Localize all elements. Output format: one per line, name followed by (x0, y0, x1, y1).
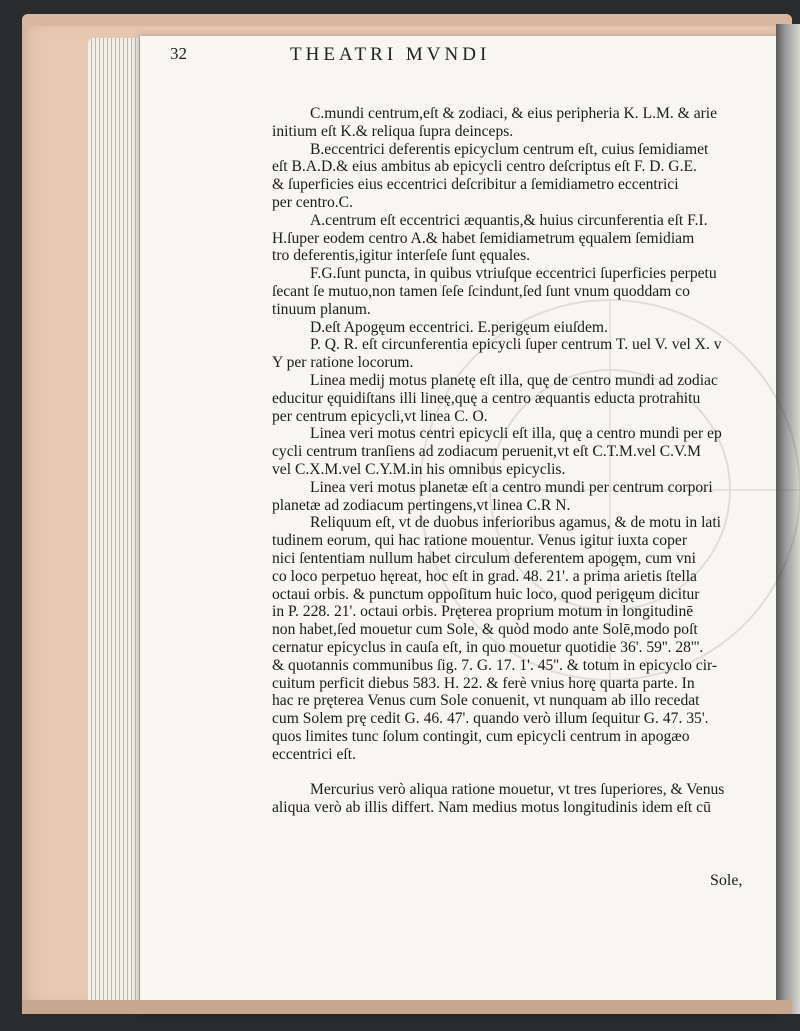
body-text (272, 105, 782, 817)
text-line: tudinem eorum, qui hac ratione mouentur. Venus igitur iuxta coper (272, 532, 688, 550)
text-line: tro deferentis,igitur interſeſe ſunt ęquales. (272, 247, 531, 265)
text-line: & ſuperficies eius eccentrici deſcribitur a ſemidiametro eccentrici (272, 176, 679, 194)
text-line: P. Q. R. eſt circunferentia epicycli ſuper centrum T. uel V. vel X. v (310, 336, 722, 354)
text-line: H.ſuper eodem centro A.& habet ſemidiametrum ęqualem ſemidiam (272, 229, 695, 247)
page-stack-edges (88, 38, 148, 1014)
text-line: initium eſt K.& reliqua ſupra deinceps. (272, 122, 514, 140)
text-line: cernatur epicyclus in cauſa eſt, in quo mouetur quotidie 36'. 59''. 28'''. (272, 638, 704, 656)
text-line: eccentrici eſt. (272, 745, 356, 763)
text-line: per centrum epicycli,vt linea C. O. (272, 407, 488, 425)
page-header (170, 44, 770, 70)
text-line: nici ſententiam nullum habet circulum deferentem apogęm, cum vni (272, 549, 696, 567)
text-line: B.eccentrici deferentis epicyclum centrum eſt, cuius ſemidiamet (310, 140, 709, 158)
text-line: cum Solem prę cedit G. 46. 47'. quando verò illum ſequitur G. 47. 35'. (272, 710, 709, 728)
folio-number: 32 (170, 44, 187, 63)
text-line (272, 763, 782, 781)
text-line: ſecant ſe mutuo,non tamen ſeſe ſcindunt,ſed ſunt vnum quoddam co (272, 282, 690, 300)
text-line: planetæ ad zodiacum pertingens,vt linea C.R N. (272, 496, 571, 514)
text-line: Linea medij motus planetę eſt illa, quę de centro mundi ad zodiac (310, 371, 718, 389)
text-line: eſt B.A.D.& eius ambitus ab epicycli centro deſcriptus eſt F. D. G.E. (272, 158, 697, 176)
text-line: Linea veri motus centri epicycli eſt illa, quę a centro mundi per ep (310, 425, 722, 443)
text-line: C.mundi centrum,eſt & zodiaci, & eius peripheria K. L.M. & arie (310, 105, 718, 122)
text-line: A.centrum eſt eccentrici æquantis,& huius circunferentia eſt F.I. (310, 211, 708, 229)
text-line: vel C.X.M.vel C.Y.M.in his omnibus epicyclis. (272, 460, 566, 478)
text-line: cycli centrum tranſiens ad zodiacum peruenit,vt eſt C.T.M.vel C.V.M (272, 443, 702, 461)
text-line: in P. 228. 21'. octaui orbis. Pręterea proprium motum in longitudinē (272, 603, 694, 621)
text-line: per centro.C. (272, 193, 353, 211)
text-line: Reliquum eſt, vt de duobus inferioribus agamus, & de motu in lati (310, 514, 722, 532)
text-line: Linea veri motus planetæ eſt a centro mundi per centrum corpori (310, 478, 713, 496)
text-line: cuitum perficit diebus 583. H. 22. & ferè vnius horę quarta parte. In (272, 674, 695, 692)
text-line: & quotannis communibus ſig. 7. G. 17. 1'. 45''. & totum in epicyclo cir- (272, 656, 718, 674)
text-line: Mercurius verò aliqua ratione mouetur, vt tres ſuperiores, & Venus (310, 781, 725, 799)
text-line: quos limites tunc ſolum contingit, cum epicycli centrum in apogæo (272, 727, 690, 745)
text-line: aliqua verò ab illis differt. Nam medius motus longitudinis idem eſt cū (272, 799, 711, 817)
book-cover-bottom-edge (22, 1000, 792, 1014)
book-cover-top-edge (22, 14, 792, 26)
text-line: co loco perpetuo hęreat, hoc eſt in grad. 48. 21'. a prima arietis ſtella (272, 567, 697, 585)
text-line: tinuum planum. (272, 300, 371, 318)
text-line: non habet,ſed mouetur cum Sole, & quòd modo ante Solē,modo poſt (272, 621, 698, 639)
text-line: Y per ratione locorum. (272, 354, 414, 372)
text-line: octaui orbis. & punctum oppoſitum huic loco, quod perigęum dicitur (272, 585, 700, 603)
catchword: Sole, (710, 872, 743, 889)
running-title: THEATRI MVNDI (290, 44, 491, 65)
text-line: F.G.ſunt puncta, in quibus vtriuſque eccentrici ſuperficies perpetu (310, 265, 717, 283)
text-line: D.eſt Apogęum eccentrici. E.perigęum eiuſdem. (310, 318, 608, 336)
text-line: educitur ęquidiſtans illi lineę,quę a centro æquantis educta protrahitu (272, 389, 701, 407)
text-line: hac re pręterea Venus cum Sole conuenit, vt nunquam ab illo recedat (272, 692, 700, 710)
